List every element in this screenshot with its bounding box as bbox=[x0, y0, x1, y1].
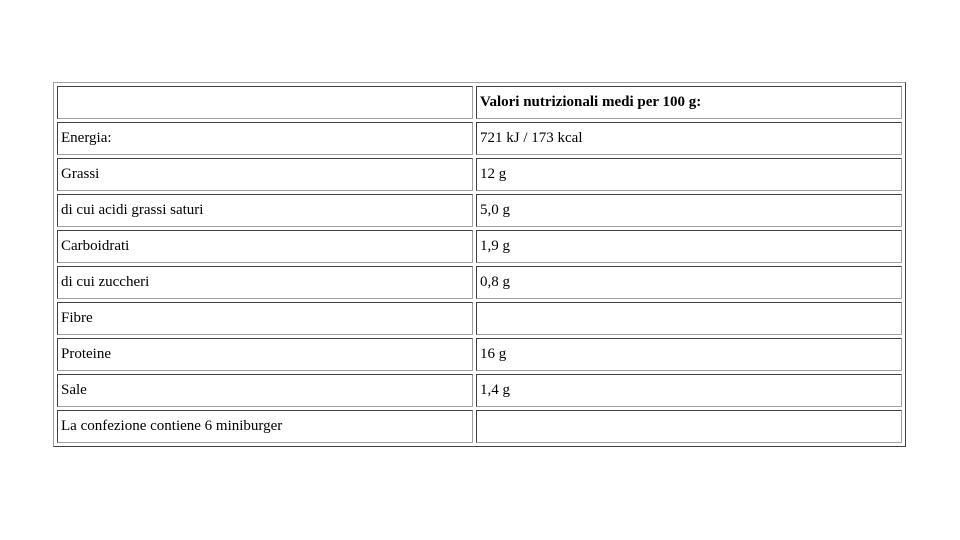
row-value bbox=[476, 410, 902, 443]
row-label: Grassi bbox=[57, 158, 473, 191]
row-label: Fibre bbox=[57, 302, 473, 335]
row-label: La confezione contiene 6 miniburger bbox=[57, 410, 473, 443]
row-label: Carboidrati bbox=[57, 230, 473, 263]
row-label: di cui acidi grassi saturi bbox=[57, 194, 473, 227]
table-row bbox=[57, 266, 902, 299]
table-row bbox=[57, 338, 902, 371]
table-row bbox=[57, 194, 902, 227]
row-value: 12 g bbox=[476, 158, 902, 191]
header-label-cell bbox=[57, 86, 473, 119]
table-row bbox=[57, 122, 902, 155]
row-value: 16 g bbox=[476, 338, 902, 371]
row-label: Proteine bbox=[57, 338, 473, 371]
row-label: Sale bbox=[57, 374, 473, 407]
nutrition-table bbox=[53, 82, 906, 447]
table-row bbox=[57, 374, 902, 407]
table-row bbox=[57, 302, 902, 335]
table-header-row bbox=[57, 86, 902, 119]
header-value-cell: Valori nutrizionali medi per 100 g: bbox=[476, 86, 902, 119]
row-value: 1,4 g bbox=[476, 374, 902, 407]
row-value: 5,0 g bbox=[476, 194, 902, 227]
table-row bbox=[57, 158, 902, 191]
row-value: 0,8 g bbox=[476, 266, 902, 299]
table-row bbox=[57, 230, 902, 263]
row-value bbox=[476, 302, 902, 335]
row-label: di cui zuccheri bbox=[57, 266, 473, 299]
row-value: 721 kJ / 173 kcal bbox=[476, 122, 902, 155]
row-value: 1,9 g bbox=[476, 230, 902, 263]
table-row bbox=[57, 410, 902, 443]
row-label: Energia: bbox=[57, 122, 473, 155]
